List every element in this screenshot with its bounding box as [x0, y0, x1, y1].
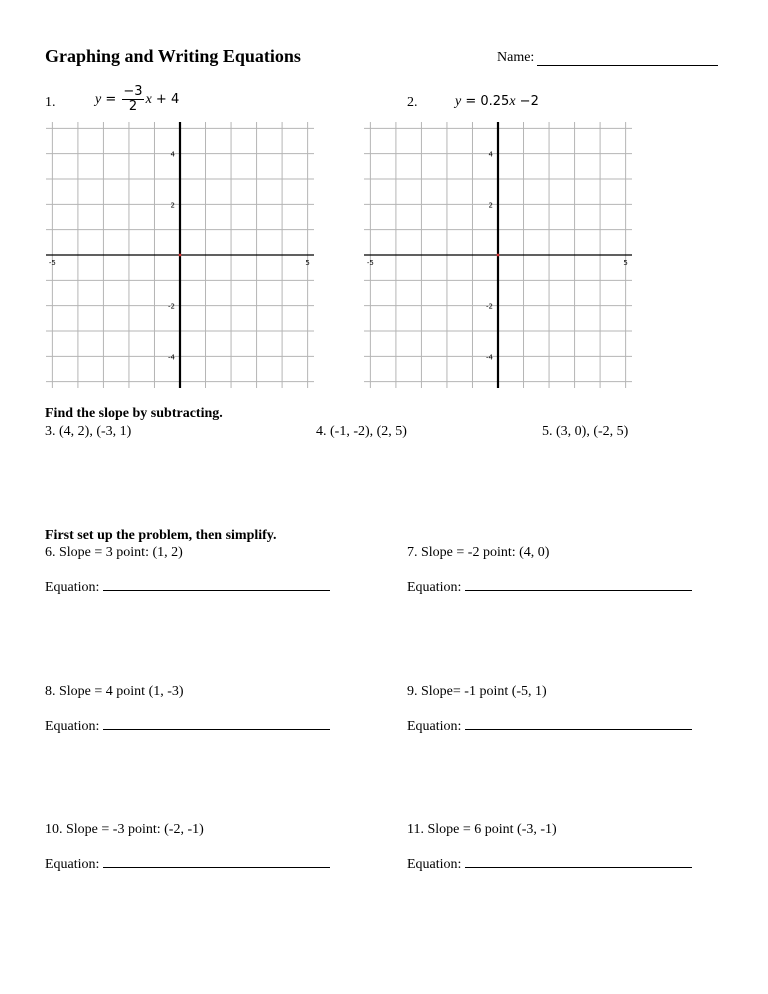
x-tick-label-max: 5 — [305, 259, 310, 267]
eq1-y: y — [95, 92, 102, 107]
coordinate-grid-2[interactable] — [360, 120, 636, 392]
y-tick-label-neg2: -2 — [168, 302, 175, 311]
equation-answer-10 — [45, 857, 330, 873]
eq1-rest: + 4 — [151, 92, 180, 107]
equation-problem-7: 7. Slope = -2 point: (4, 0) — [407, 545, 550, 560]
equation-label: Equation: — [407, 857, 462, 872]
eq2-y: y — [455, 94, 462, 109]
equation-answer-9 — [407, 719, 692, 735]
origin-point — [497, 254, 500, 257]
eq2-x: x — [509, 94, 516, 109]
y-tick-label-2: 2 — [488, 201, 493, 210]
equation-answer-11 — [407, 857, 692, 873]
equation-answer-6 — [45, 580, 330, 596]
name-blank-line[interactable] — [537, 65, 718, 66]
equation-problem-6: 6. Slope = 3 point: (1, 2) — [45, 545, 183, 560]
origin-point — [179, 254, 182, 257]
equation-label: Equation: — [407, 719, 462, 734]
eq2-coef: = 0.25 — [461, 94, 510, 109]
equation-label: Equation: — [45, 857, 100, 872]
problem-1-equation — [95, 85, 179, 114]
y-tick-label-2: 2 — [170, 201, 175, 210]
slope-problem-5: 5. (3, 0), (-2, 5) — [542, 424, 629, 439]
equation-label: Equation: — [407, 580, 462, 595]
eq1-equals: = — [101, 92, 121, 107]
eq2-rest: −2 — [515, 94, 539, 109]
y-tick-label-4: 4 — [170, 150, 175, 159]
problem-1-number: 1. — [45, 95, 56, 110]
coordinate-grid-1[interactable] — [42, 120, 318, 392]
x-tick-label-max: 5 — [623, 259, 628, 267]
x-tick-label-min: -5 — [366, 259, 374, 267]
y-tick-label-neg2: -2 — [486, 302, 493, 311]
name-label: Name: — [497, 50, 535, 65]
equation-blank-6[interactable] — [103, 580, 330, 591]
eq1-fraction — [122, 85, 143, 114]
equation-label: Equation: — [45, 719, 100, 734]
eq1-denominator: 2 — [128, 99, 138, 114]
equation-answer-8 — [45, 719, 330, 735]
equation-blank-11[interactable] — [465, 857, 692, 868]
problem-2-number: 2. — [407, 95, 418, 110]
y-tick-label-4: 4 — [488, 150, 493, 159]
equation-blank-10[interactable] — [103, 857, 330, 868]
equation-blank-9[interactable] — [465, 719, 692, 730]
equation-blank-7[interactable] — [465, 580, 692, 591]
eq1-x: x — [145, 92, 152, 107]
x-tick-label-min: -5 — [48, 259, 56, 267]
equation-blank-8[interactable] — [103, 719, 330, 730]
equation-problem-8: 8. Slope = 4 point (1, -3) — [45, 684, 184, 699]
equation-answer-7 — [407, 580, 692, 596]
problem-2-equation — [455, 94, 539, 110]
worksheet-title: Graphing and Writing Equations — [45, 46, 301, 66]
equation-label: Equation: — [45, 580, 100, 595]
y-tick-label-neg4: -4 — [168, 353, 175, 362]
eq1-numerator: −3 — [123, 84, 143, 99]
equation-problem-9: 9. Slope= -1 point (-5, 1) — [407, 684, 547, 699]
slope-section-heading: Find the slope by subtracting. — [45, 406, 223, 421]
slope-problem-4: 4. (-1, -2), (2, 5) — [316, 424, 407, 439]
y-tick-label-neg4: -4 — [486, 353, 493, 362]
equation-problem-10: 10. Slope = -3 point: (-2, -1) — [45, 822, 204, 837]
equation-section-heading: First set up the problem, then simplify. — [45, 528, 277, 543]
slope-problem-3: 3. (4, 2), (-3, 1) — [45, 424, 132, 439]
equation-problem-11: 11. Slope = 6 point (-3, -1) — [407, 822, 557, 837]
